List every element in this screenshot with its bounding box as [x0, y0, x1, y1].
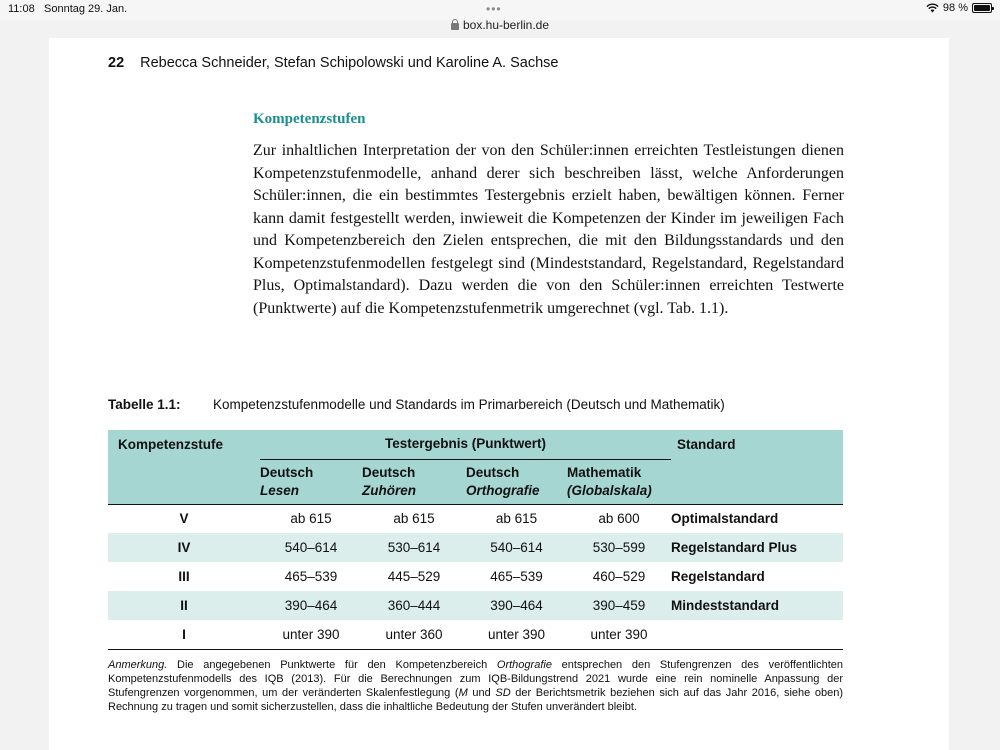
- authors: Rebecca Schneider, Stefan Schipolowski und Karoline A. Sachse: [140, 55, 559, 71]
- page-number: 22: [108, 55, 125, 71]
- cell-standard: Mindeststandard: [671, 598, 780, 613]
- cell-stufe: II: [180, 598, 188, 613]
- lock-icon: [451, 23, 459, 30]
- subheader-deutsch-lesen: Deutsch Lesen: [260, 464, 314, 498]
- cell-value: 390–464: [490, 598, 543, 613]
- competency-table: [108, 430, 843, 650]
- cell-standard: Regelstandard Plus: [671, 540, 798, 555]
- cell-standard: [671, 620, 843, 649]
- cell-value: unter 360: [385, 626, 443, 642]
- cell-value: 540–614: [490, 540, 543, 555]
- cell-stufe: I: [182, 626, 186, 642]
- cell-value: 460–529: [592, 569, 646, 584]
- table-row: [108, 620, 843, 649]
- table-row: [108, 504, 843, 533]
- cell-value: 465–539: [284, 569, 338, 584]
- status-time: 11:08: [8, 3, 35, 15]
- cell-value: ab 615: [393, 511, 435, 527]
- cell-stufe: III: [178, 569, 190, 584]
- cell-standard: Regelstandard: [671, 569, 765, 584]
- cell-value: 360–444: [387, 598, 441, 613]
- cell-value: ab 615: [290, 511, 332, 527]
- table-note: Anmerkung. Die angegebenen Punktwerte für den Kompetenzbereich Orthografie entsprechen den Stufengrenzen des veröffentlichten Kompetenzstufenmodells des IQB (2013). Für die Berechnungen zum IQB-Bildungstrend 2021 wurde eine rein nominelle Anpassung der Stufengrenzen vorgenommen, um der veränderten Skalenfestlegung (M und SD der Berichtsmetrik beziehen sich auf das Jahr 2016, siehe oben) Rechnung zu tragen und somit sicherzustellen, dass die inhaltliche Bedeutung der Stufen unverändert bleibt.: [108, 659, 843, 713]
- subheader-deutsch-orthografie: Deutsch Orthografie: [466, 464, 540, 498]
- cell-value: 530–614: [387, 540, 441, 555]
- wifi-icon: [926, 3, 939, 13]
- url-text: box.hu-berlin.de: [462, 18, 550, 32]
- cell-value: unter 390: [282, 626, 340, 642]
- cell-value: 390–459: [592, 598, 646, 613]
- cell-value: ab 600: [598, 511, 640, 527]
- battery-percent: 98 %: [942, 2, 968, 14]
- cell-stufe: V: [179, 511, 189, 527]
- cell-value: 540–614: [284, 540, 338, 555]
- status-date: Sonntag 29. Jan.: [44, 3, 128, 15]
- cell-standard: Optimalstandard: [671, 511, 779, 527]
- header-standard: Standard: [677, 437, 736, 452]
- note-label: Anmerkung.: [108, 659, 168, 671]
- table-caption-text: Kompetenzstufenmodelle und Standards im Primarbereich (Deutsch und Mathematik): [213, 397, 725, 412]
- table-row: [108, 533, 843, 562]
- section-heading: Kompetenzstufen: [253, 111, 366, 127]
- more-dots-icon[interactable]: •••: [486, 2, 502, 16]
- cell-value: ab 615: [495, 511, 538, 527]
- table-caption: [108, 397, 725, 412]
- header-testergebnis: Testergebnis (Punktwert): [260, 430, 671, 459]
- table-header-row: [108, 430, 843, 459]
- cell-value: unter 390: [590, 626, 648, 642]
- header-kompetenzstufe: Kompetenzstufe: [118, 437, 224, 452]
- cell-stufe: IV: [177, 540, 191, 555]
- table-row: [108, 591, 843, 620]
- status-right: [926, 2, 992, 14]
- subheader-deutsch-zuhoeren: Deutsch Zuhören: [362, 464, 416, 498]
- running-head: [108, 55, 558, 71]
- cell-value: 465–539: [490, 569, 543, 584]
- address-bar[interactable]: [0, 18, 1000, 32]
- table-row: [108, 562, 843, 591]
- cell-value: 445–529: [387, 569, 441, 584]
- subheader-mathematik: Mathematik (Globalskala): [567, 464, 652, 498]
- table-label: Tabelle 1.1:: [108, 397, 181, 412]
- body-paragraph: Zur inhaltlichen Interpretation der von den Schüler:innen erreichten Testleistungen dienen Kompetenzstufenmodelle, anhand derer sich beschreiben lässt, welche Anforderungen Schüler:innen, die ein bestimmtes Testergebnis erzielt haben, bewältigen können. Ferner kann damit festgestellt werden, inwieweit die Kompetenzen der Kinder im jeweiligen Fach und Kompetenzbereich den Zielen entsprechen, die mit den Bildungsstandards und den Kompetenzstufenmodellen festgelegt sind (Mindeststandard, Regelstandard, Regelstandard Plus, Optimalstandard). Dazu werden die von den Schüler:innen erreichten Testwerte (Punktwerte) auf die Kompetenzstufenmetrik umgerechnet (vgl. Tab. 1.1).: [253, 142, 844, 317]
- cell-value: 390–464: [284, 598, 338, 613]
- document-page: [49, 38, 949, 750]
- battery-icon: [972, 3, 992, 13]
- cell-value: 530–599: [592, 540, 646, 555]
- battery-fill: [974, 5, 990, 11]
- cell-value: unter 390: [487, 626, 546, 642]
